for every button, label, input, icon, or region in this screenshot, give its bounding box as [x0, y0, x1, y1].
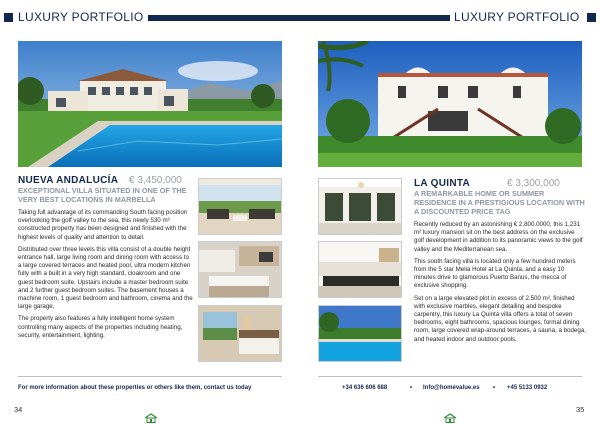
left-property-title: NUEVA ANDALUCÍA [18, 175, 119, 186]
contact-separator: • [410, 385, 413, 391]
right-description [414, 221, 586, 348]
right-property-price: € 3,300,000 [507, 178, 560, 189]
bedroom-photo [198, 305, 282, 362]
right-footer-rule [318, 376, 582, 377]
right-property-title: LA QUINTA [414, 178, 471, 189]
right-header-bar [300, 15, 450, 21]
phone-spain: +34 636 606 688 [342, 385, 388, 391]
living-room-photo [318, 178, 402, 235]
right-paragraph: This south facing villa is located only a few hundred meters from the 5 star Melia Hotel at La Quinta, and a easy 10 minutes drive to glamorous Puerto Banus, the mecca of exclusive shopping. [414, 257, 576, 290]
right-property-subtitle: A REMARKABLE HOME OR SUMMER RESIDENCE IN A PRESTIGIOUS LOCATION WITH A DISCOUNTED PRICE TAG [414, 189, 585, 216]
right-paragraph: Recently reduced by an astonishing € 2.800.0000, this 1,231 m² luxury mansion sit on the best address on the exclusive golf development in addition to its panoramic views to the golf valley and the Mediterranean sea. [414, 221, 583, 253]
terrace-lounge-photo [198, 178, 282, 235]
right-page-number: 35 [576, 405, 585, 414]
left-paragraph: Distributed over three levels this villa consist of a double height entrance hall, large living room and dining room with access to a large covered terraces and heated pool, ultra modern kitchen fully with a built in a very high standard, cloakroom and one guest bedroom suite. Upstairs include a master bedroom suite and 2 further guest bedroom suites. The basement houses a machine room, 1 guest bedroom and bathroom, cinema and the large garage. [18, 245, 193, 311]
house-logo-icon [443, 410, 457, 420]
contact-prompt: For more information about these properties or others like them, contact us today [18, 385, 252, 391]
header-square [587, 13, 596, 22]
right-paragraph: Set on a large elevated plot in excess of 2.500 m², finished with exclusive marbles, elegant detailing and bespoke carpentry, this luxury La Quinta villa offers a total of seven bedrooms, eight bathrooms, spacious lounges, formal dining room, large covered wrap-around terraces, a sauna, a bodega, and heated indoor and outdoor pools. [414, 294, 586, 343]
left-property-price: € 3,450,000 [129, 175, 182, 186]
left-header-bar [148, 15, 300, 21]
right-header-title: LUXURY PORTFOLIO [454, 10, 580, 24]
left-header-title: LUXURY PORTFOLIO [18, 10, 144, 24]
white-villa-photo [318, 41, 582, 167]
left-paragraph: The property also features a fully intelligent home system controlling many aspects of the properties including heating, security, entertainment, lighting. [18, 315, 183, 339]
kitchen-photo [198, 241, 282, 298]
garden-pool-photo [318, 305, 402, 362]
villa-pool-photo [18, 41, 282, 167]
house-logo-icon [144, 410, 158, 420]
right-page [300, 0, 600, 424]
left-footer-rule [18, 376, 282, 377]
left-page-number: 34 [14, 405, 23, 414]
left-description [18, 209, 194, 344]
left-property-subtitle: EXCEPTIONAL VILLA SITUATED IN ONE OF THE VERY BEST LOCATIONS IN MARBELLA [18, 186, 187, 204]
interior-kitchen-photo [318, 241, 402, 298]
left-paragraph: Taking full advantage of its commanding South facing position overlooking the golf valley to the sea, this newly 530 m² constructed property has been designed and finished with the highest levels of quality and attention to detail. [18, 209, 188, 241]
phone-denmark: +45 5133 0932 [507, 385, 548, 391]
contact-separator: • [493, 385, 496, 391]
header-square [4, 13, 13, 22]
email-link[interactable]: Info@homevalue.es [423, 385, 480, 391]
